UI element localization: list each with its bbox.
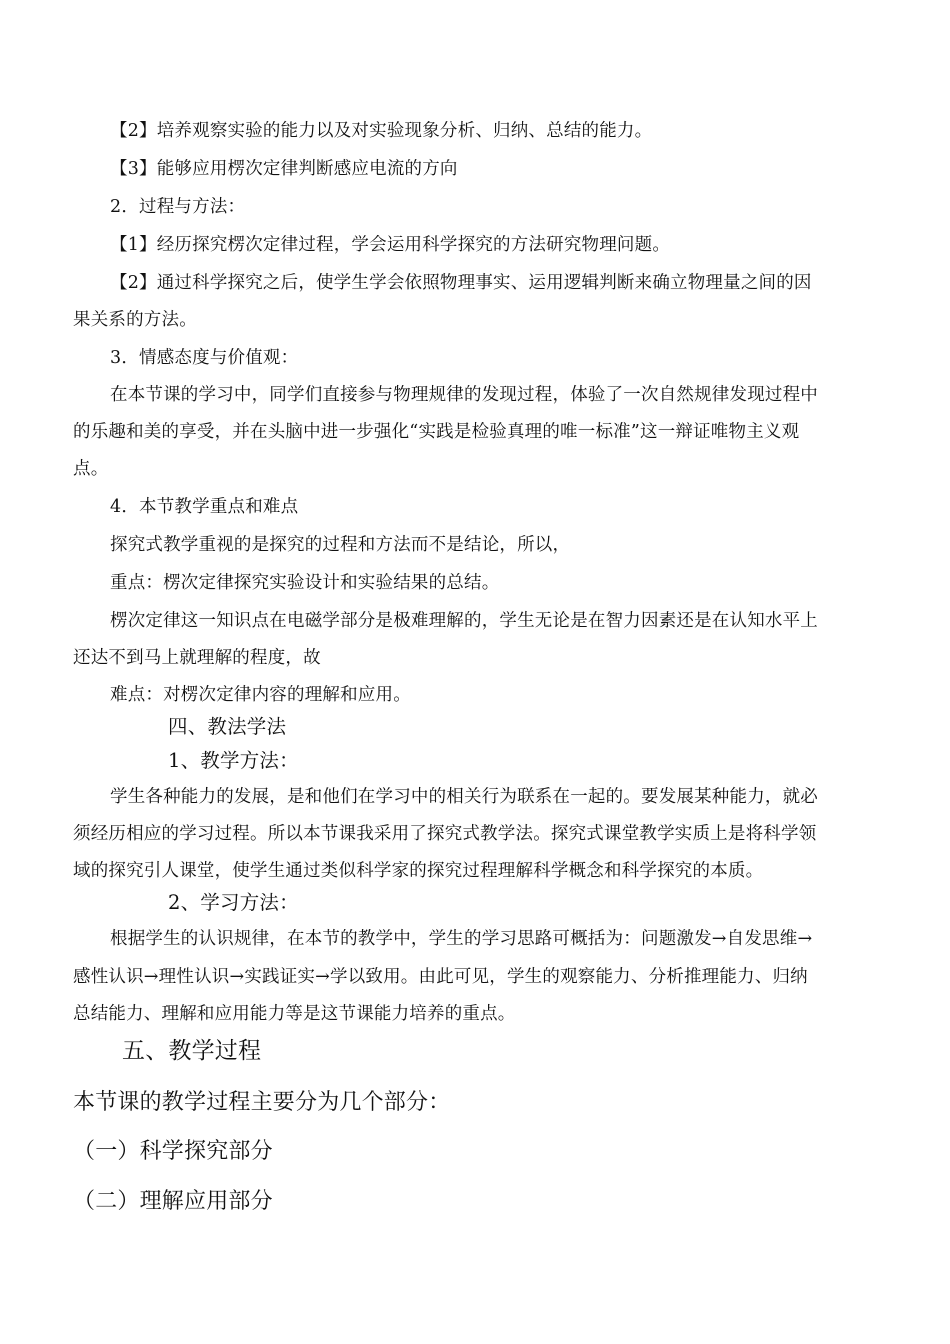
- lenz-law-paragraph-line-1: 楞次定律这一知识点在电磁学部分是极难理解的，学生无论是在智力因素还是在认知水平上: [110, 611, 818, 631]
- key-difficult-heading: 4．本节教学重点和难点: [110, 497, 299, 517]
- teaching-method-line-2: 须经历相应的学习过程。所以本节课我采用了探究式教学法。探究式课堂教学实质上是将科学领: [73, 824, 817, 844]
- lenz-law-paragraph-line-2: 还达不到马上就理解的程度，故: [73, 648, 321, 668]
- process-item-2-continued: 果关系的方法。: [73, 310, 197, 330]
- emotion-paragraph-line-2: 的乐趣和美的享受，并在头脑中进一步强化“实践是检验真理的唯一标准”这一辩证唯物主义观: [73, 422, 800, 442]
- objective-2-line: 【2】培养观察实验的能力以及对实验现象分析、归纳、总结的能力。: [110, 121, 653, 141]
- process-method-heading: 2．过程与方法：: [110, 197, 246, 217]
- part-two-line: （二）理解应用部分: [73, 1189, 273, 1214]
- process-overview-line: 本节课的教学过程主要分为几个部分：: [73, 1090, 451, 1115]
- section-five-heading: 五、教学过程: [122, 1038, 262, 1064]
- emotion-paragraph-line-1: 在本节课的学习中，同学们直接参与物理规律的发现过程，体验了一次自然规律发现过程中: [110, 385, 818, 405]
- key-point-line: 重点：楞次定律探究实验设计和实验结果的总结。: [110, 573, 500, 593]
- process-item-1: 【1】经历探究楞次定律过程，学会运用科学探究的方法研究物理问题。: [110, 235, 671, 255]
- teaching-method-heading: 1、教学方法：: [168, 749, 299, 772]
- teaching-method-line-1: 学生各种能力的发展，是和他们在学习中的相关行为联系在一起的。要发展某种能力，就必: [110, 787, 818, 807]
- teaching-method-line-3: 域的探究引人课堂，使学生通过类似科学家的探究过程理解科学概念和科学探究的本质。: [73, 861, 764, 881]
- emotion-paragraph-line-3: 点。: [73, 459, 109, 479]
- learning-method-line-2: 感性认识→理性认识→实践证实→学以致用。由此可见，学生的观察能力、分析推理能力、归纳: [73, 967, 808, 987]
- learning-method-line-3: 总结能力、理解和应用能力等是这节课能力培养的重点。: [73, 1004, 516, 1024]
- difficult-point-line: 难点：对楞次定律内容的理解和应用。: [110, 685, 411, 705]
- inquiry-teaching-line: 探究式教学重视的是探究的过程和方法而不是结论，所以，: [110, 535, 571, 555]
- emotion-values-heading: 3．情感态度与价值观：: [110, 348, 299, 368]
- learning-method-heading: 2、学习方法：: [168, 891, 299, 914]
- objective-3-line: 【3】能够应用楞次定律判断感应电流的方向: [110, 159, 458, 179]
- section-four-heading: 四、教法学法: [168, 715, 287, 738]
- process-item-2: 【2】通过科学探究之后，使学生学会依照物理事实、运用逻辑判断来确立物理量之间的因: [110, 273, 812, 293]
- part-one-line: （一）科学探究部分: [73, 1139, 273, 1164]
- learning-method-line-1: 根据学生的认识规律，在本节的教学中，学生的学习思路可概括为：问题激发→自发思维→: [110, 929, 813, 949]
